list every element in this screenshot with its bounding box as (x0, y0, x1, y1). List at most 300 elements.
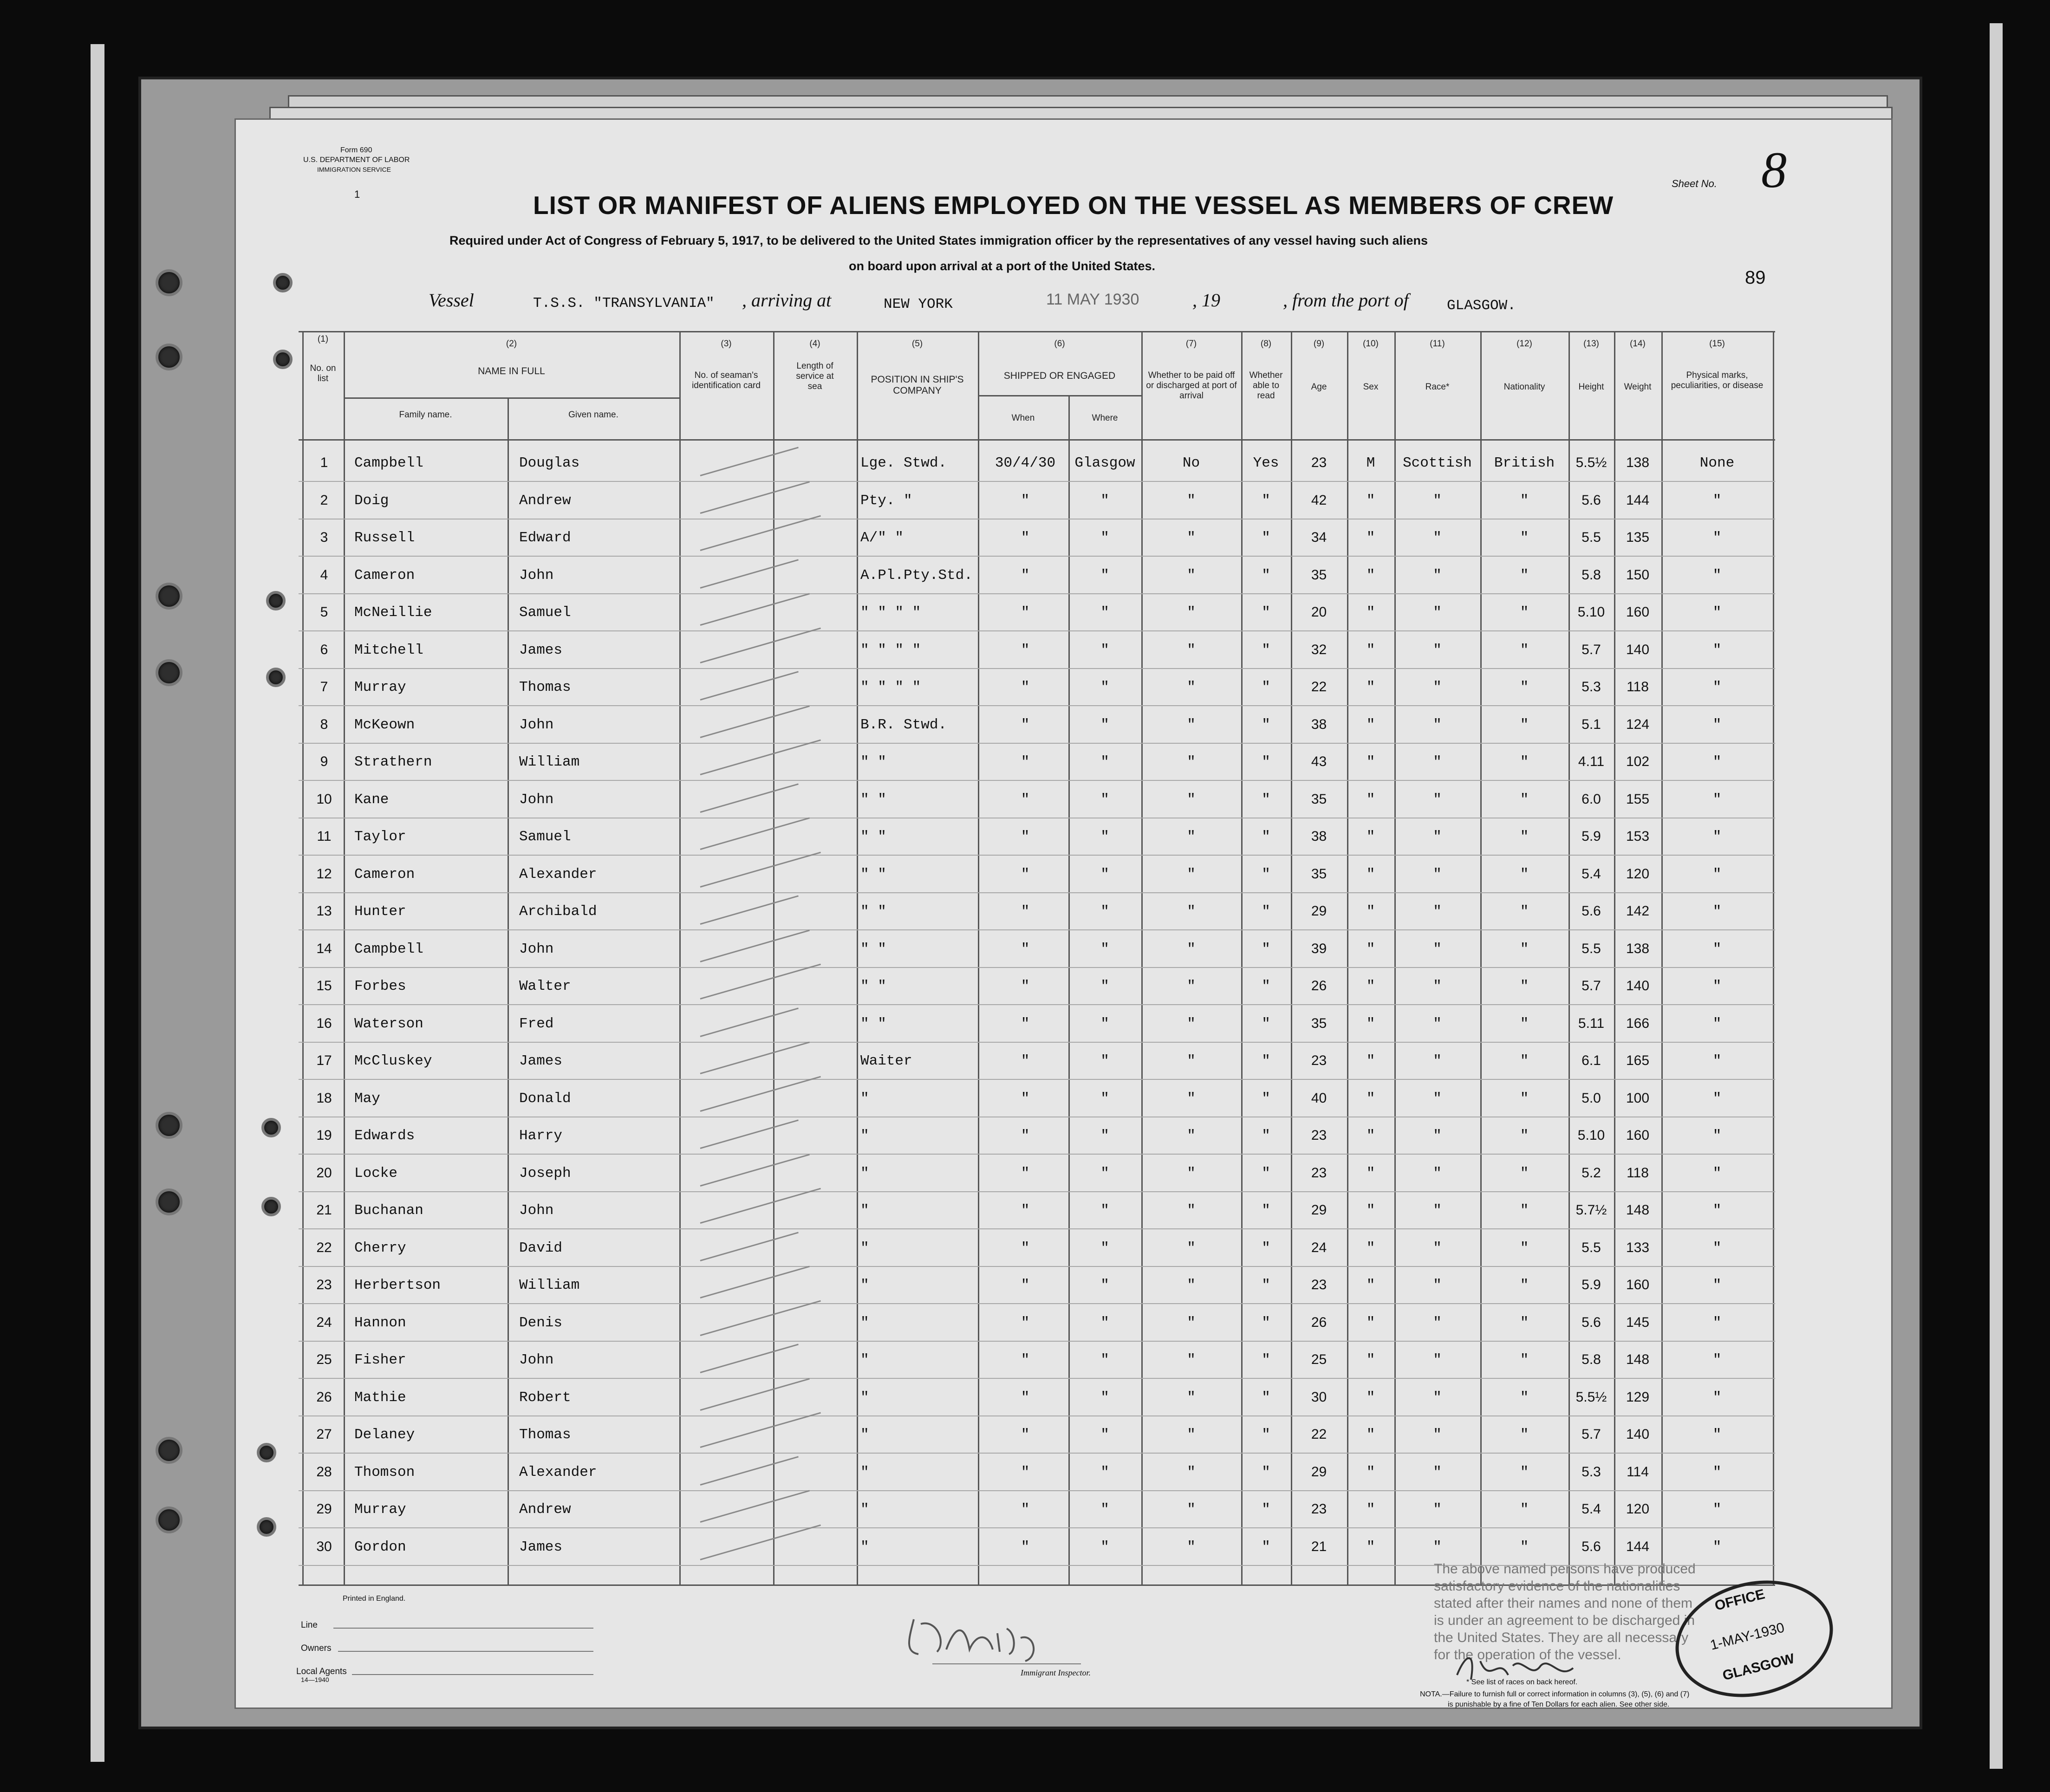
row-shipped-where: " (1100, 1389, 1109, 1406)
row-nationality: " (1520, 866, 1529, 883)
row-nationality: " (1520, 1015, 1529, 1032)
row-rule (299, 1415, 1775, 1416)
row-shipped-when: " (1021, 1389, 1030, 1406)
glasgow-office-stamp (1663, 1565, 1846, 1713)
row-shipped-where: " (1100, 1314, 1109, 1331)
agents-underline (352, 1674, 593, 1675)
row-paid-off: " (1187, 530, 1196, 546)
row-given-name: James (519, 642, 563, 658)
row-shipped-where: " (1100, 1015, 1109, 1032)
row-nationality: " (1520, 791, 1529, 808)
sheet-hole (266, 668, 286, 687)
row-nationality: " (1520, 1128, 1529, 1144)
row-list-number: 9 (320, 754, 328, 769)
from-port: GLASGOW. (1447, 298, 1516, 314)
row-list-number: 10 (316, 791, 332, 807)
form-code: 14—1940 (301, 1676, 329, 1683)
row-family-name: Locke (354, 1165, 398, 1182)
row-shipped-when: " (1021, 978, 1030, 994)
row-physical-marks: " (1712, 754, 1722, 770)
row-able-to-read: " (1262, 1165, 1270, 1182)
row-race: " (1433, 530, 1442, 546)
row-height: 5.3 (1581, 679, 1601, 695)
department-name: U.S. DEPARTMENT OF LABOR (303, 156, 410, 164)
row-given-name: Fred (519, 1015, 554, 1032)
row-weight: 118 (1627, 1165, 1649, 1181)
row-physical-marks: " (1712, 567, 1722, 584)
row-list-number: 1 (320, 455, 328, 470)
row-rule (299, 556, 1775, 557)
col-header-race: Race* (1425, 382, 1450, 392)
row-shipped-where: " (1100, 1464, 1109, 1480)
row-physical-marks: " (1712, 716, 1722, 733)
col-5-number: (5) (911, 339, 923, 349)
row-shipped-where: " (1100, 791, 1109, 808)
row-height: 5.5½ (1575, 455, 1607, 470)
row-weight: 155 (1626, 791, 1650, 807)
pencil-check-mark (700, 559, 799, 589)
col-4-number: (4) (809, 339, 820, 349)
row-family-name: Buchanan (354, 1202, 423, 1219)
row-list-number: 6 (320, 642, 328, 657)
row-race: " (1433, 791, 1442, 808)
row-shipped-where: " (1100, 903, 1109, 920)
evidence-line-4: is under an agreement to be discharged in (1434, 1613, 1695, 1628)
row-shipped-when: " (1021, 1352, 1030, 1368)
right-edge-strip (1990, 23, 2003, 1769)
row-position: " " (860, 1015, 886, 1032)
row-position: " (860, 1277, 869, 1293)
binder-hole (156, 1188, 182, 1215)
row-race: " (1433, 492, 1442, 509)
row-age: 29 (1311, 903, 1327, 919)
row-shipped-where: " (1100, 1090, 1109, 1107)
row-weight: 118 (1627, 679, 1649, 695)
row-age: 35 (1311, 1015, 1327, 1031)
row-paid-off: " (1187, 1128, 1196, 1144)
row-race: " (1433, 1389, 1442, 1406)
row-paid-off: No (1182, 455, 1200, 471)
row-paid-off: " (1187, 1539, 1196, 1555)
row-shipped-when: " (1021, 1128, 1030, 1144)
row-rule (299, 705, 1775, 706)
row-nationality: " (1520, 1240, 1529, 1256)
row-weight: 120 (1626, 1501, 1650, 1517)
row-weight: 145 (1626, 1314, 1650, 1330)
row-physical-marks: " (1712, 1165, 1722, 1182)
row-given-name: William (519, 754, 580, 770)
row-shipped-when: " (1021, 1165, 1030, 1182)
row-shipped-where: " (1100, 754, 1109, 770)
row-age: 26 (1311, 1314, 1327, 1330)
row-height: 5.10 (1577, 604, 1605, 620)
table-top-rule (299, 331, 1775, 332)
row-physical-marks: " (1712, 679, 1722, 695)
row-shipped-when: " (1021, 716, 1030, 733)
left-edge-strip (91, 44, 104, 1762)
nota-line-2: is punishable by a fine of Ten Dollars for each alien. See other side. (1448, 1701, 1670, 1708)
row-paid-off: " (1187, 492, 1196, 509)
pencil-check-mark (700, 593, 810, 626)
row-age: 23 (1311, 455, 1327, 470)
row-weight: 160 (1626, 1128, 1650, 1143)
row-able-to-read: " (1262, 754, 1270, 770)
row-shipped-where: " (1100, 1240, 1109, 1256)
line-label: Line (301, 1620, 318, 1630)
pencil-check-mark (700, 1042, 810, 1074)
shipped-subheader-rule (978, 395, 1141, 396)
row-paid-off: " (1187, 829, 1196, 845)
row-family-name: Campbell (354, 455, 423, 471)
row-shipped-when: " (1021, 1240, 1030, 1256)
row-list-number: 22 (316, 1240, 332, 1255)
row-race: " (1433, 1501, 1442, 1518)
pencil-check-mark (700, 895, 799, 925)
nota-line-1: NOTA.—Failure to furnish full or correct information in columns (3), (5), (6) and (7) (1420, 1690, 1690, 1698)
row-age: 23 (1311, 1501, 1327, 1517)
row-shipped-where: " (1100, 492, 1109, 509)
pencil-check-mark (700, 515, 821, 551)
pencil-check-mark (700, 1524, 821, 1560)
row-position: A.Pl.Pty.Std. (860, 567, 973, 584)
row-paid-off: " (1187, 1015, 1196, 1032)
pencil-check-mark (700, 783, 799, 813)
row-shipped-when: " (1021, 866, 1030, 883)
col-header-family-name: Family name. (399, 410, 452, 420)
row-able-to-read: " (1262, 903, 1270, 920)
row-position: " (860, 1539, 869, 1555)
row-list-number: 21 (316, 1202, 332, 1218)
col-header-sex: Sex (1363, 382, 1379, 392)
row-physical-marks: " (1712, 1464, 1722, 1480)
row-able-to-read: " (1262, 567, 1270, 584)
pencil-check-mark (700, 1188, 821, 1224)
row-list-number: 27 (316, 1427, 332, 1442)
row-race: " (1433, 829, 1442, 845)
row-race: " (1433, 978, 1442, 994)
row-rule (299, 1490, 1775, 1491)
col-6-number: (6) (1054, 339, 1065, 349)
row-physical-marks: " (1712, 1501, 1722, 1518)
row-position: " (860, 1165, 869, 1182)
row-rule (299, 929, 1775, 930)
row-shipped-where: " (1100, 530, 1109, 546)
row-sex: " (1366, 679, 1375, 695)
row-nationality: " (1520, 1539, 1529, 1555)
binder-hole (156, 1506, 182, 1533)
row-shipped-where: " (1100, 1501, 1109, 1518)
row-shipped-where: Glasgow (1074, 455, 1135, 471)
row-shipped-where: " (1100, 866, 1109, 883)
row-shipped-where: " (1100, 1202, 1109, 1219)
row-physical-marks: " (1712, 1314, 1722, 1331)
row-weight: 140 (1626, 642, 1650, 657)
row-weight: 148 (1626, 1352, 1650, 1367)
row-rule (299, 1303, 1775, 1304)
row-height: 5.6 (1581, 903, 1601, 919)
row-weight: 160 (1626, 604, 1650, 620)
row-physical-marks: " (1712, 978, 1722, 994)
row-given-name: John (519, 941, 554, 957)
col-header-service-length: Length of service at sea (796, 361, 834, 391)
name-subheader-rule (344, 397, 679, 399)
row-list-number: 28 (316, 1464, 332, 1480)
row-given-name: Joseph (519, 1165, 571, 1182)
row-height: 5.10 (1577, 1128, 1605, 1143)
row-sex: " (1366, 567, 1375, 584)
row-family-name: Cameron (354, 866, 415, 883)
row-given-name: Andrew (519, 492, 571, 509)
row-family-name: Mitchell (354, 642, 423, 658)
row-weight: 166 (1626, 1015, 1650, 1031)
row-rule (299, 481, 1775, 482)
row-given-name: John (519, 716, 554, 733)
row-shipped-where: " (1100, 1352, 1109, 1368)
row-given-name: Thomas (519, 679, 571, 695)
row-height: 5.7 (1581, 978, 1601, 993)
row-sex: " (1366, 1389, 1375, 1406)
binder-hole (156, 659, 182, 686)
row-paid-off: " (1187, 567, 1196, 584)
row-family-name: Gordon (354, 1539, 406, 1555)
row-able-to-read: " (1262, 1314, 1270, 1331)
row-race: " (1433, 1015, 1442, 1032)
row-given-name: Denis (519, 1314, 563, 1331)
row-given-name: Samuel (519, 604, 571, 621)
col-10-number: (10) (1363, 339, 1379, 349)
header-bottom-rule (299, 439, 1775, 441)
row-list-number: 23 (316, 1277, 332, 1292)
row-family-name: May (354, 1090, 380, 1107)
row-age: 24 (1311, 1240, 1327, 1255)
row-nationality: " (1520, 716, 1529, 733)
row-given-name: John (519, 1202, 554, 1219)
row-position: " (860, 1427, 869, 1443)
row-paid-off: " (1187, 866, 1196, 883)
row-sex: M (1366, 455, 1375, 471)
row-shipped-when: " (1021, 567, 1030, 584)
row-weight: 140 (1626, 1427, 1650, 1442)
row-able-to-read: " (1262, 1128, 1270, 1144)
row-family-name: Hannon (354, 1314, 406, 1331)
row-physical-marks: " (1712, 1240, 1722, 1256)
row-rule (299, 1341, 1775, 1342)
row-sex: " (1366, 1202, 1375, 1219)
row-list-number: 19 (316, 1128, 332, 1143)
row-able-to-read: " (1262, 866, 1270, 883)
row-race: " (1433, 679, 1442, 695)
row-weight: 138 (1626, 941, 1650, 956)
row-position: " " " " (860, 604, 921, 621)
pencil-check-mark (700, 1007, 799, 1037)
row-weight: 114 (1627, 1464, 1649, 1480)
row-paid-off: " (1187, 1165, 1196, 1182)
row-shipped-where: " (1100, 829, 1109, 845)
row-age: 39 (1311, 941, 1327, 956)
sheet-hole (273, 273, 293, 292)
col-3-number: (3) (721, 339, 732, 349)
row-race: " (1433, 567, 1442, 584)
pencil-check-mark (700, 1344, 799, 1373)
sheet-hole (273, 350, 293, 369)
row-height: 5.6 (1581, 1539, 1601, 1554)
row-physical-marks: " (1712, 941, 1722, 957)
row-given-name: Donald (519, 1090, 571, 1107)
col-header-where: Where (1092, 413, 1118, 423)
row-paid-off: " (1187, 1501, 1196, 1518)
row-nationality: " (1520, 829, 1529, 845)
row-rule (299, 1042, 1775, 1043)
row-sex: " (1366, 1464, 1375, 1480)
row-position: " " (860, 866, 886, 883)
row-family-name: Kane (354, 791, 389, 808)
pencil-check-mark (700, 851, 821, 887)
row-shipped-when: " (1021, 530, 1030, 546)
row-list-number: 4 (320, 567, 328, 583)
row-age: 22 (1311, 679, 1327, 695)
row-height: 5.9 (1581, 1277, 1601, 1292)
row-shipped-when: " (1021, 1464, 1030, 1480)
row-weight: 120 (1626, 866, 1650, 882)
row-sex: " (1366, 978, 1375, 994)
row-height: 5.7 (1581, 642, 1601, 657)
row-position: " " (860, 791, 886, 808)
row-age: 40 (1311, 1090, 1327, 1106)
row-race: " (1433, 1314, 1442, 1331)
row-position: " (860, 1352, 869, 1368)
row-list-number: 17 (316, 1053, 332, 1068)
row-able-to-read: " (1262, 1352, 1270, 1368)
row-nationality: " (1520, 1277, 1529, 1293)
pencil-check-mark (700, 1154, 810, 1186)
row-family-name: Campbell (354, 941, 423, 957)
inspector-underline (932, 1663, 1081, 1664)
row-family-name: Taylor (354, 829, 406, 845)
row-nationality: " (1520, 1427, 1529, 1443)
row-given-name: Edward (519, 530, 571, 546)
owners-label: Owners (301, 1643, 332, 1653)
row-family-name: Russell (354, 530, 415, 546)
row-height: 5.7½ (1575, 1202, 1607, 1218)
row-nationality: " (1520, 1389, 1529, 1406)
row-list-number: 18 (316, 1090, 332, 1106)
row-sex: " (1366, 1539, 1375, 1555)
row-age: 34 (1311, 530, 1327, 545)
row-paid-off: " (1187, 679, 1196, 695)
row-nationality: " (1520, 1352, 1529, 1368)
row-age: 22 (1311, 1427, 1327, 1442)
row-age: 38 (1311, 829, 1327, 844)
row-family-name: Strathern (354, 754, 432, 770)
pencil-check-mark (700, 1119, 799, 1149)
row-position: " (860, 1314, 869, 1331)
row-rule (299, 780, 1775, 781)
row-race: " (1433, 754, 1442, 770)
row-physical-marks: " (1712, 1389, 1722, 1406)
subtitle-line-1: Required under Act of Congress of February 5, 1917, to be delivered to the United States immigration officer by the representatives of any vessel having such aliens (449, 234, 1428, 247)
pencil-check-mark (700, 929, 810, 962)
row-family-name: Cameron (354, 567, 415, 584)
row-paid-off: " (1187, 1464, 1196, 1480)
row-rule (299, 892, 1775, 893)
row-position: Lge. Stwd. (860, 455, 947, 471)
row-paid-off: " (1187, 1202, 1196, 1219)
row-physical-marks: " (1712, 1352, 1722, 1368)
row-able-to-read: " (1262, 716, 1270, 733)
row-shipped-when: " (1021, 754, 1030, 770)
row-able-to-read: " (1262, 978, 1270, 994)
row-rule (299, 1527, 1775, 1528)
row-sex: " (1366, 1277, 1375, 1293)
row-given-name: Douglas (519, 455, 580, 471)
row-shipped-when: " (1021, 829, 1030, 845)
row-physical-marks: None (1699, 455, 1735, 471)
row-rule (299, 1453, 1775, 1454)
row-shipped-where: " (1100, 604, 1109, 621)
row-shipped-when: " (1021, 941, 1030, 957)
row-race: " (1433, 903, 1442, 920)
row-position: " " (860, 903, 886, 920)
row-race: " (1433, 1539, 1442, 1555)
row-list-number: 24 (316, 1314, 332, 1330)
row-race: " (1433, 1352, 1442, 1368)
row-weight: 144 (1626, 492, 1650, 508)
row-race: " (1433, 1240, 1442, 1256)
row-weight: 135 (1626, 530, 1650, 545)
row-nationality: " (1520, 1464, 1529, 1480)
pencil-check-mark (700, 481, 810, 513)
row-height: 4.11 (1578, 754, 1605, 769)
row-nationality: " (1520, 1090, 1529, 1107)
row-physical-marks: " (1712, 1053, 1722, 1069)
row-sex: " (1366, 642, 1375, 658)
pencil-check-mark (700, 964, 821, 1000)
sheet-number-label: Sheet No. (1672, 178, 1717, 189)
row-sex: " (1366, 1314, 1375, 1331)
row-able-to-read: Yes (1253, 455, 1279, 471)
row-list-number: 12 (316, 866, 332, 882)
row-physical-marks: " (1712, 866, 1722, 883)
owners-underline (338, 1651, 593, 1652)
sheet-hole (257, 1443, 276, 1462)
row-nationality: " (1520, 1165, 1529, 1182)
row-weight: 153 (1626, 829, 1650, 844)
row-nationality: British (1494, 455, 1555, 471)
col-2-number: (2) (506, 339, 517, 349)
row-weight: 102 (1626, 754, 1650, 769)
row-rule (299, 743, 1775, 744)
row-given-name: James (519, 1539, 563, 1555)
sheet-hole (261, 1118, 281, 1137)
row-sex: " (1366, 1427, 1375, 1443)
row-weight: 129 (1626, 1389, 1650, 1405)
vessel-name: T.S.S. "TRANSYLVANIA" (533, 295, 715, 312)
row-physical-marks: " (1712, 492, 1722, 509)
printed-note: Printed in England. (343, 1595, 406, 1603)
binder-hole (156, 344, 182, 370)
row-given-name: John (519, 791, 554, 808)
row-sex: " (1366, 716, 1375, 733)
col-header-list-no: No. on list (310, 364, 336, 383)
row-paid-off: " (1187, 1427, 1196, 1443)
row-family-name: McKeown (354, 716, 415, 733)
row-shipped-where: " (1100, 1427, 1109, 1443)
row-position: " (860, 1128, 869, 1144)
row-physical-marks: " (1712, 1277, 1722, 1293)
row-able-to-read: " (1262, 1464, 1270, 1480)
binder-hole (156, 1112, 182, 1139)
row-nationality: " (1520, 941, 1529, 957)
